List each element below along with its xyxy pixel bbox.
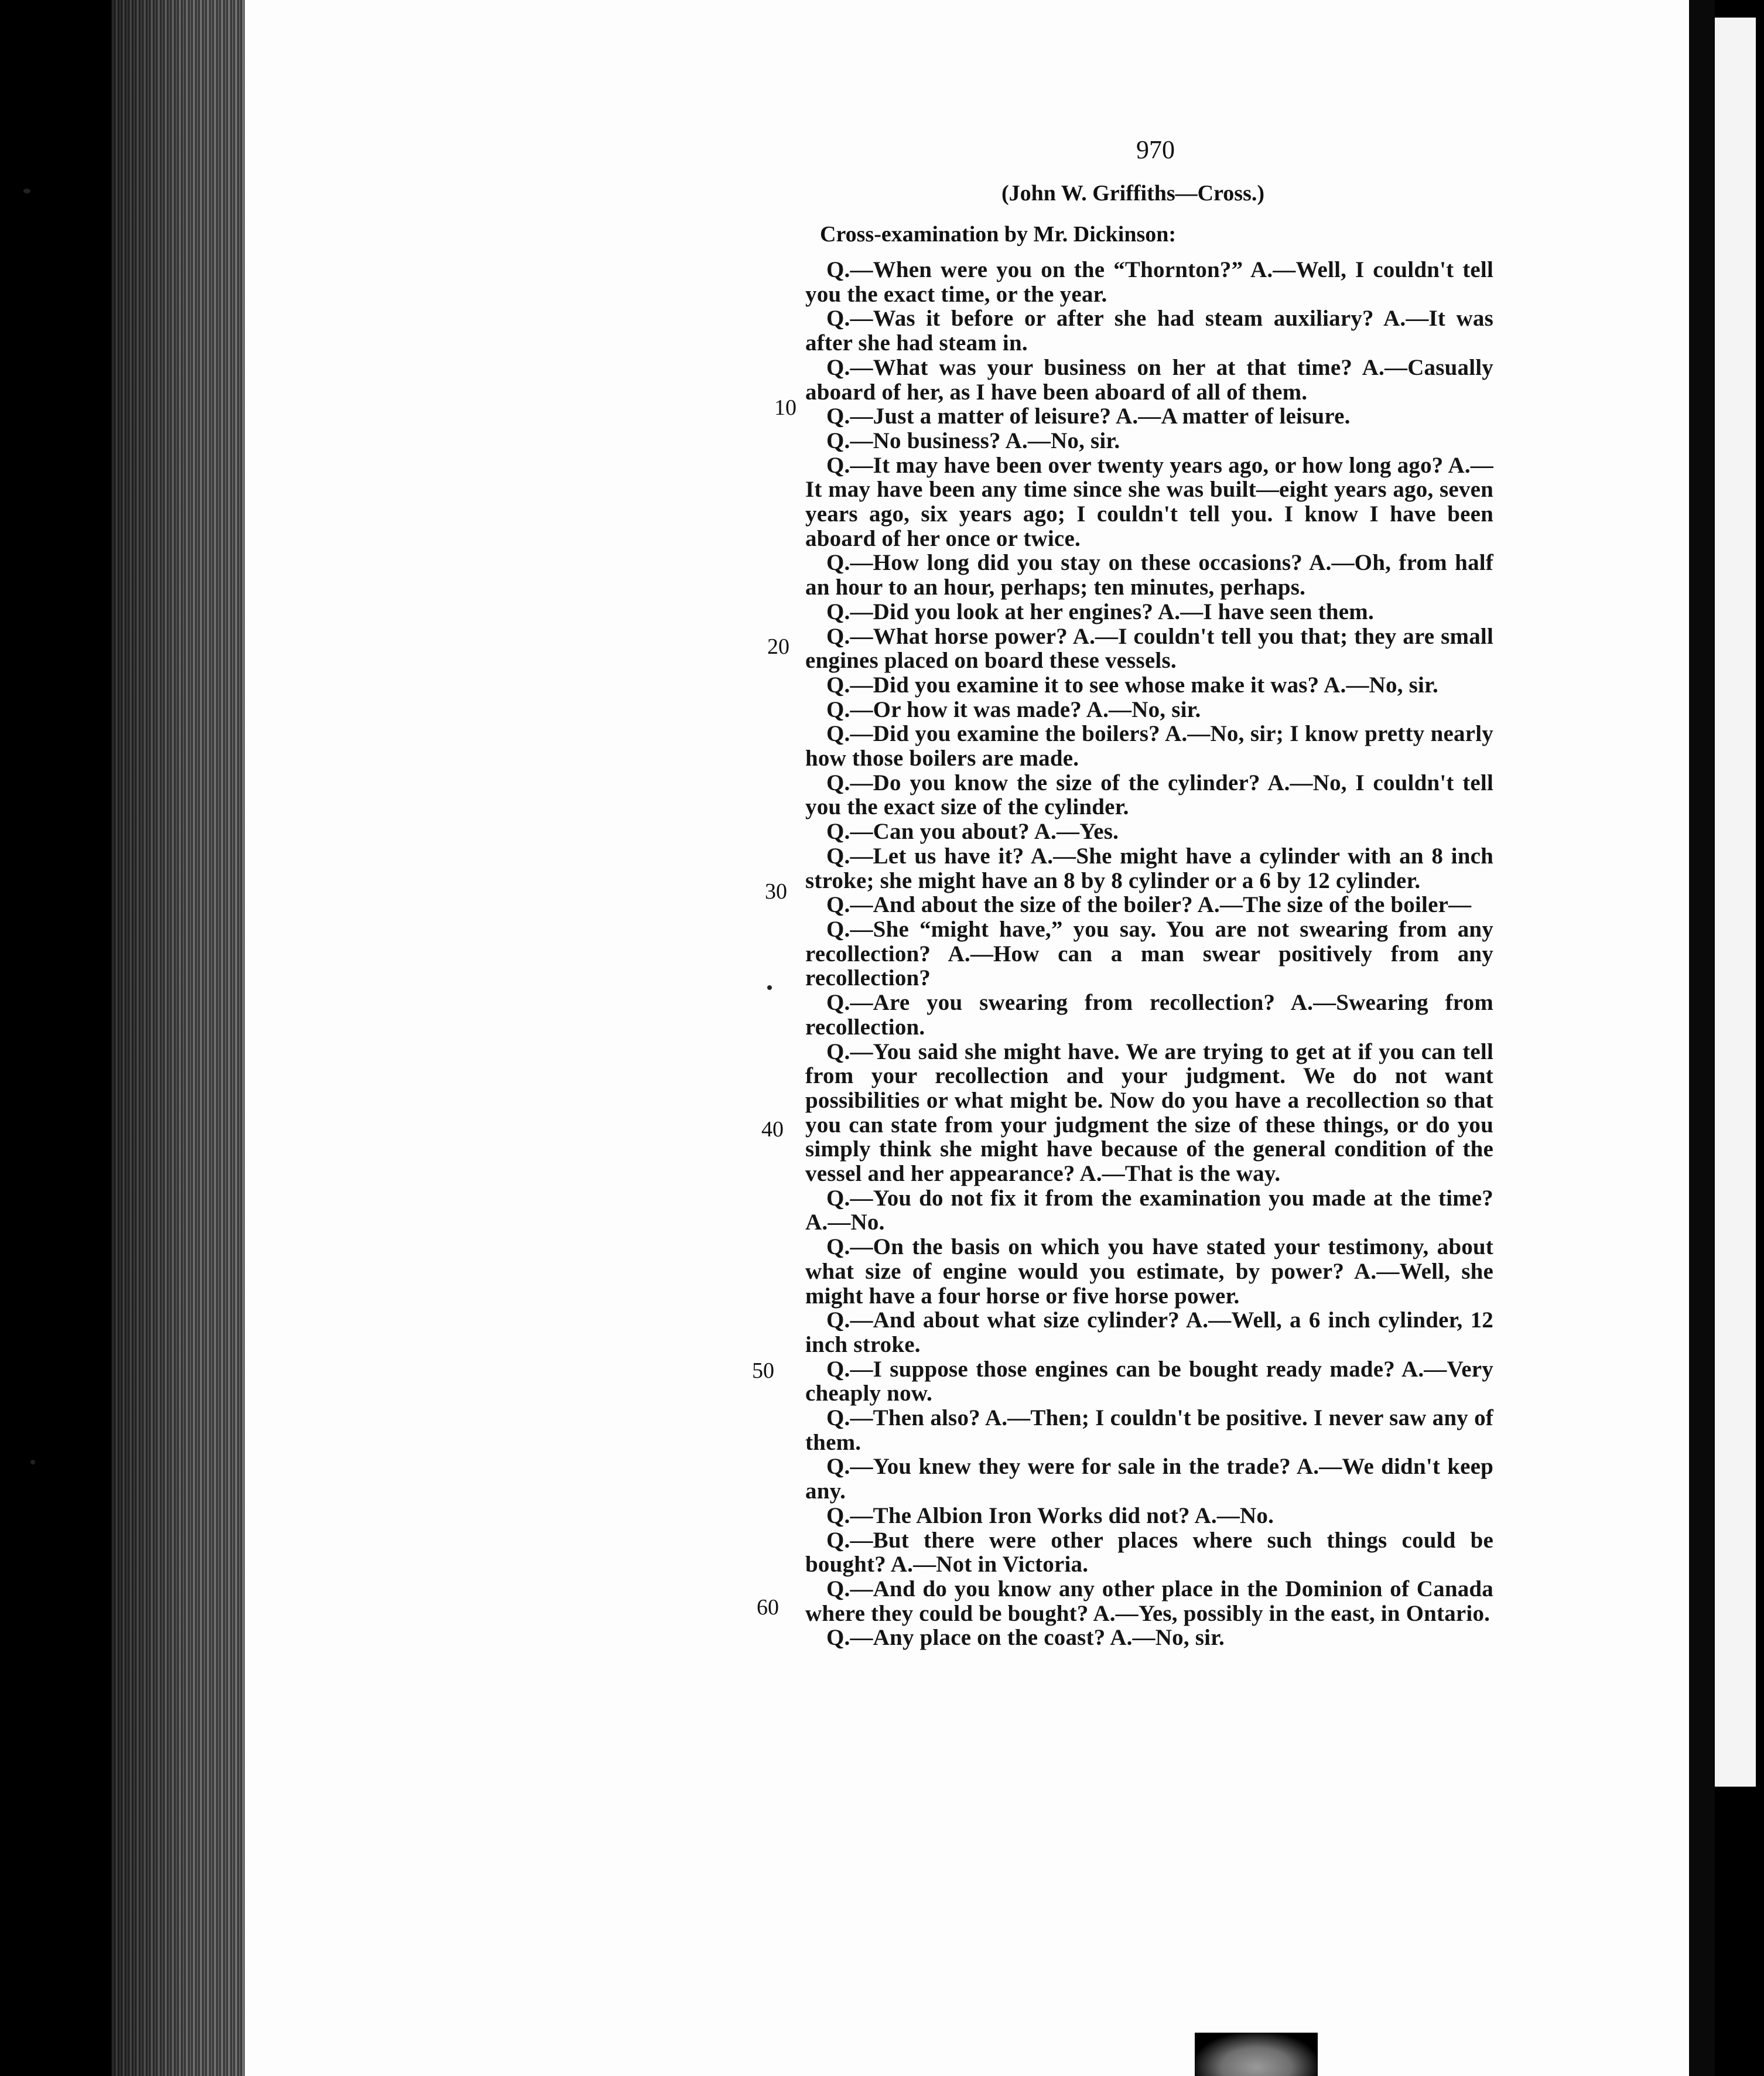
section-heading: Cross-examination by Mr. Dickinson:: [820, 222, 1177, 247]
qa-paragraph: Q.—Did you look at her engines? A.—I have seen them.: [826, 599, 1374, 624]
qa-paragraph: Q.—What horse power? A.—I couldn't tell you that; they are small engines placed on board these vessels.: [805, 623, 1493, 674]
page-tear: [1195, 2033, 1318, 2076]
qa-paragraph: Q.—Was it before or after she had steam auxiliary? A.—It was after she had steam in.: [805, 306, 1493, 356]
qa-paragraph: Q.—Did you examine the boilers? A.—No, sir; I know pretty nearly how those boilers are made.: [805, 721, 1493, 771]
qa-paragraph: Q.—Or how it was made? A.—No, sir.: [826, 696, 1201, 722]
scan-speck: [767, 985, 772, 990]
qa-paragraph: Q.—On the basis on which you have stated your testimony, about what size of engine would you estimate, by power? A.—Well, she might have a four horse or five horse power.: [805, 1234, 1493, 1309]
scan-speck: [23, 189, 30, 193]
qa-paragraph: Q.—You knew they were for sale in the trade? A.—We didn't keep any.: [805, 1454, 1493, 1504]
qa-paragraph: Q.—What was your business on her at that time? A.—Casually aboard of her, as I have been aboard of all of them.: [805, 354, 1493, 405]
qa-paragraph: Q.—But there were other places where such things could be bought? A.—Not in Victoria.: [805, 1527, 1493, 1578]
page-number: 970: [1136, 135, 1175, 164]
qa-paragraph: Q.—And do you know any other place in the Dominion of Canada where they could be bought? A.—Yes, possibly in the east, in Ontario.: [805, 1576, 1493, 1626]
qa-paragraph: Q.—Let us have it? A.—She might have a cylinder with an 8 inch stroke; she might have an 8 by 8 cylinder or a 6 by 12 cylinder.: [805, 843, 1493, 893]
qa-paragraph: Q.—How long did you stay on these occasions? A.—Oh, from half an hour to an hour, perhaps; ten minutes, perhaps.: [805, 550, 1493, 600]
qa-paragraph: Q.—It may have been over twenty years ago, or how long ago? A.—It may have been any time since she was built—eight years ago, seven years ago, six years ago; I couldn't tell you. I know I have been aboard of her once or twice.: [805, 452, 1493, 551]
qa-paragraph: Q.—You said she might have. We are trying to get at if you can tell from your recollection and your judgment. We do not want possibilities or what might be. Now do you have a recollection so that you can state from your judgment the size of these things, or do you simply think she might have because of the general condition of the vessel and her appearance? A.—That is the way.: [805, 1039, 1493, 1187]
qa-paragraph: Q.—Just a matter of leisure? A.—A matter of leisure.: [826, 404, 1351, 429]
qa-paragraph: Q.—Then also? A.—Then; I couldn't be positive. I never saw any of them.: [805, 1405, 1493, 1455]
scan-speck: [30, 1460, 35, 1464]
qa-paragraph: Q.—And about the size of the boiler? A.—The size of the boiler—: [826, 892, 1472, 918]
margin-line-number: 60: [757, 1595, 779, 1620]
qa-paragraph: Q.—You do not fix it from the examination you made at the time? A.—No.: [805, 1185, 1493, 1235]
qa-paragraph: Q.—And about what size cylinder? A.—Well, a 6 inch cylinder, 12 inch stroke.: [805, 1307, 1493, 1357]
gutter-shadow: [111, 0, 246, 2076]
qa-paragraph: Q.—Are you swearing from recollection? A.—Swearing from recollection.: [805, 990, 1493, 1040]
qa-paragraph: Q.—Do you know the size of the cylinder? A.—No, I couldn't tell you the exact size of the cylinder.: [805, 770, 1493, 820]
margin-line-number: 40: [761, 1117, 784, 1142]
qa-paragraph: Q.—I suppose those engines can be bought ready made? A.—Very cheaply now.: [805, 1356, 1493, 1406]
qa-paragraph: Q.—The Albion Iron Works did not? A.—No.: [826, 1503, 1274, 1528]
qa-paragraph: Q.—Did you examine it to see whose make it was? A.—No, sir.: [826, 672, 1438, 698]
qa-paragraph: Q.—Any place on the coast? A.—No, sir.: [826, 1625, 1225, 1651]
adjacent-page-edge: [1715, 18, 1756, 1787]
qa-paragraph: Q.—When were you on the “Thornton?” A.—Well, I couldn't tell you the exact time, or the year.: [805, 257, 1493, 307]
qa-paragraph: Q.—No business? A.—No, sir.: [826, 428, 1120, 453]
right-gutter: [1689, 0, 1715, 2076]
qa-paragraph: Q.—Can you about? A.—Yes.: [826, 819, 1119, 845]
testimony-body: [805, 258, 1493, 1650]
running-head: (John W. Griffiths—Cross.): [1001, 181, 1265, 206]
margin-line-number: 50: [752, 1358, 774, 1383]
qa-paragraph: Q.—She “might have,” you say. You are not swearing from any recollection? A.—How can a man swear positively from any recollection?: [805, 916, 1493, 991]
margin-line-number: 10: [774, 395, 796, 420]
margin-line-number: 20: [767, 634, 789, 659]
margin-line-number: 30: [765, 879, 787, 904]
